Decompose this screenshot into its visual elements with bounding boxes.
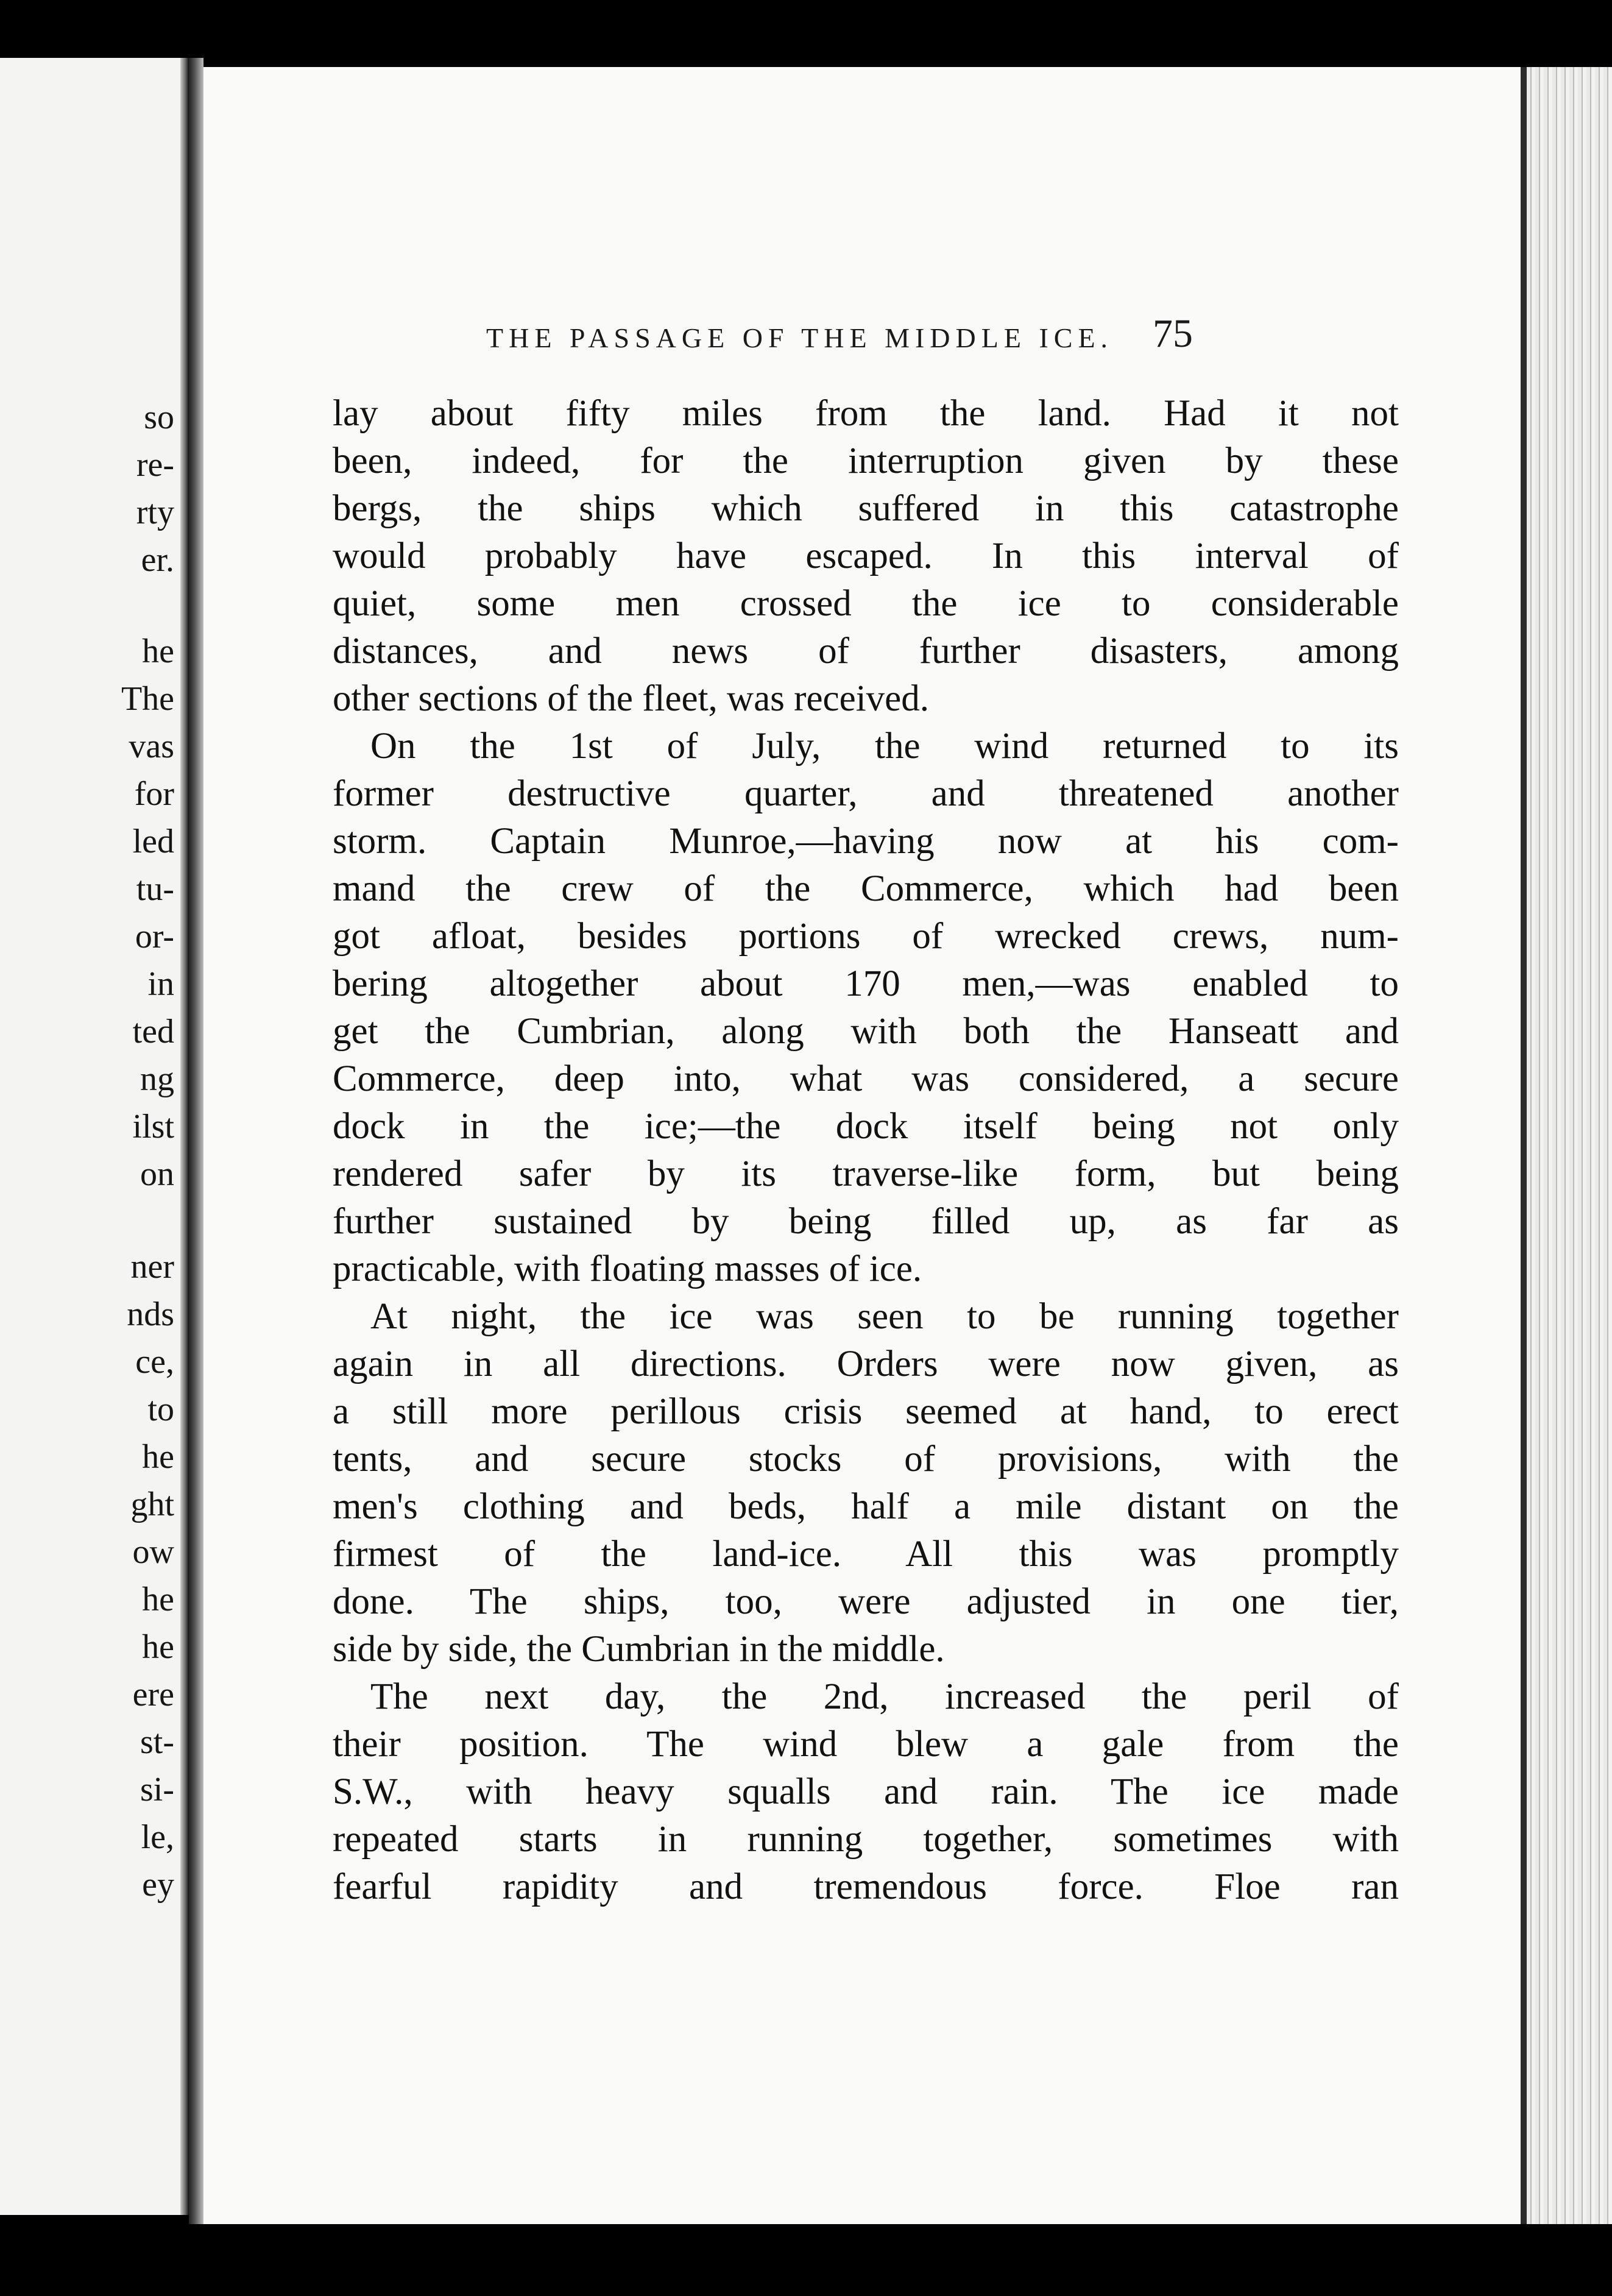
- left-fragment: The: [121, 680, 174, 718]
- text-line: bering altogether about 170 men,—was enabled to: [333, 963, 1399, 1004]
- text-line: firmest of the land-ice. All this was promptly: [333, 1534, 1399, 1575]
- left-fragment: or-: [135, 918, 174, 955]
- left-fragment: for: [134, 775, 174, 813]
- text-line: repeated starts in running together, sometimes with: [333, 1819, 1399, 1860]
- left-fragment: led: [132, 823, 174, 860]
- text-line: practicable, with floating masses of ice.: [333, 1249, 922, 1289]
- left-fragment: le,: [141, 1818, 174, 1856]
- left-fragment: er.: [141, 541, 174, 579]
- page-gutter-shadow: [180, 58, 189, 2215]
- text-line: S.W., with heavy squalls and rain. The ice made: [333, 1771, 1399, 1812]
- left-fragment: ner: [130, 1248, 174, 1286]
- left-fragment: vas: [129, 728, 174, 765]
- running-head: THE PASSAGE OF THE MIDDLE ICE.: [486, 322, 1114, 353]
- left-fragment: tu-: [136, 870, 174, 908]
- left-fragment: so: [144, 399, 174, 436]
- text-line: former destructive quarter, and threatened another: [333, 773, 1399, 814]
- left-fragment: ere: [132, 1676, 174, 1713]
- text-line: bergs, the ships which suffered in this catastrophe: [333, 488, 1399, 529]
- left-fragment: he: [142, 1581, 174, 1618]
- left-fragment: on: [140, 1155, 174, 1193]
- left-fragment: ey: [142, 1866, 174, 1904]
- text-line: done. The ships, too, were adjusted in one tier,: [333, 1581, 1399, 1622]
- left-fragment: rty: [136, 494, 174, 531]
- left-fragment: re-: [136, 446, 174, 484]
- text-line: distances, and news of further disasters, among: [333, 631, 1399, 671]
- text-line: their position. The wind blew a gale from the: [333, 1724, 1399, 1765]
- left-fragment: ng: [140, 1060, 174, 1098]
- text-line: quiet, some men crossed the ice to considerable: [333, 583, 1399, 624]
- left-fragment: ow: [132, 1533, 174, 1571]
- text-line: lay about fifty miles from the land. Had it not: [333, 393, 1399, 434]
- previous-page-edge: [0, 58, 189, 2215]
- text-line: a still more perillous crisis seemed at hand, to erect: [333, 1391, 1399, 1432]
- text-line: On the 1st of July, the wind returned to its: [370, 726, 1399, 767]
- text-line: would probably have escaped. In this interval of: [333, 536, 1399, 576]
- left-fragment: he: [142, 1628, 174, 1666]
- left-fragment: nds: [127, 1295, 174, 1333]
- page-number: 75: [1153, 311, 1193, 356]
- text-line: other sections of the fleet, was received.: [333, 678, 929, 719]
- left-fragment: ce,: [135, 1343, 174, 1381]
- left-fragment: he: [142, 1438, 174, 1476]
- text-line: At night, the ice was seen to be running together: [370, 1296, 1399, 1337]
- text-line: tents, and secure stocks of provisions, with the: [333, 1439, 1399, 1479]
- text-line: dock in the ice;—the dock itself being not only: [333, 1106, 1399, 1147]
- text-line: mand the crew of the Commerce, which had been: [333, 868, 1399, 909]
- book-page: [203, 67, 1544, 2224]
- body-text: [333, 390, 1399, 1911]
- page-edge-shadow: [1521, 67, 1527, 2224]
- left-fragment: ght: [130, 1486, 174, 1523]
- text-line: side by side, the Cumbrian in the middle.: [333, 1629, 945, 1670]
- text-line: again in all directions. Orders were now given, as: [333, 1344, 1399, 1384]
- text-line: been, indeed, for the interruption given by these: [333, 441, 1399, 481]
- left-fragment: si-: [140, 1771, 174, 1809]
- page-fore-edge: [1527, 67, 1612, 2224]
- text-line: Commerce, deep into, what was considered, a secure: [333, 1058, 1399, 1099]
- text-line: men's clothing and beds, half a mile distant on the: [333, 1486, 1399, 1527]
- left-fragment: to: [147, 1391, 174, 1428]
- text-line: storm. Captain Munroe,—having now at his com-: [333, 821, 1399, 862]
- binding-gutter: [189, 58, 203, 2224]
- left-fragment: in: [147, 965, 174, 1003]
- text-line: get the Cumbrian, along with both the Hanseatt and: [333, 1011, 1399, 1052]
- text-line: rendered safer by its traverse-like form, but being: [333, 1153, 1399, 1194]
- left-fragment: st-: [140, 1723, 174, 1761]
- left-fragment: he: [142, 632, 174, 670]
- left-fragment: ted: [132, 1013, 174, 1051]
- text-line: fearful rapidity and tremendous force. Floe ran: [333, 1866, 1399, 1907]
- text-line: got afloat, besides portions of wrecked crews, num-: [333, 916, 1399, 957]
- text-line: further sustained by being filled up, as far as: [333, 1201, 1399, 1242]
- left-fragment: ilst: [132, 1108, 174, 1146]
- text-line: The next day, the 2nd, increased the peril of: [370, 1676, 1399, 1717]
